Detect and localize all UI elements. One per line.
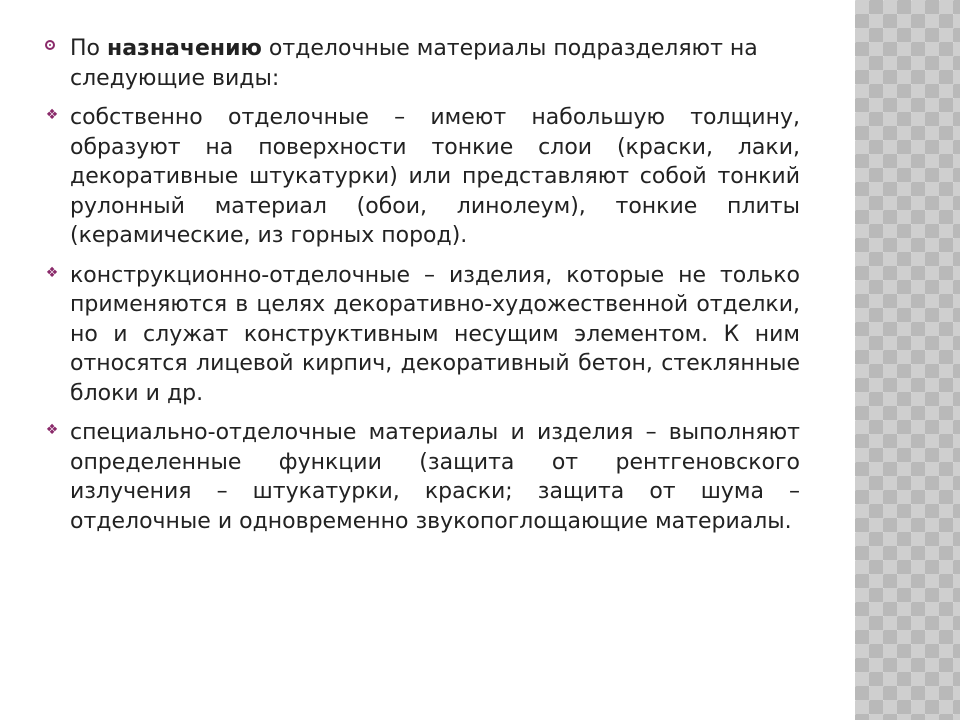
diamond-bullet-icon: ❖ [45,107,59,123]
finishing-paragraph: собственно отделочные – имеют набольшую толщину, образуют на поверхности тонкие слои (краски, лаки, декоративные штукатурки) или представляют собой тонкий рулонный материал (обои, линолеум), тонкие плиты (керамические, из горных пород). [70,105,800,248]
ring-bullet-icon [45,40,55,50]
intro-emphasis: назначению [107,36,262,61]
diamond-bullet-icon: ❖ [45,264,59,281]
diamond-bullet-icon: ❖ [45,422,59,438]
list-item-special [44,418,800,536]
decorative-side-pattern [855,0,960,720]
intro-paragraph [70,34,800,93]
list-item-intro [44,34,800,93]
intro-rest: отделочные материалы подразделяют на следующие виды: [70,36,758,91]
structural-paragraph: конструкционно-отделочные – изделия, которые не только применяются в целях декоративно-художественной отделки, но и служат конструктивным несущим элементом. К ним относятся лицевой кирпич, декоративный бетон, стеклянные блоки и др. [70,262,800,406]
list-item-finishing [44,103,800,251]
intro-prefix: По [70,36,107,61]
list-item-structural [44,261,800,409]
slide-body [44,34,800,546]
special-paragraph: специально-отделочные материалы и изделия – выполняют определенные функции (защита от рентгеновского излучения – штукатурки, краски; защита от шума – отделочные и одновременно звукопоглощающие материалы. [70,420,800,534]
